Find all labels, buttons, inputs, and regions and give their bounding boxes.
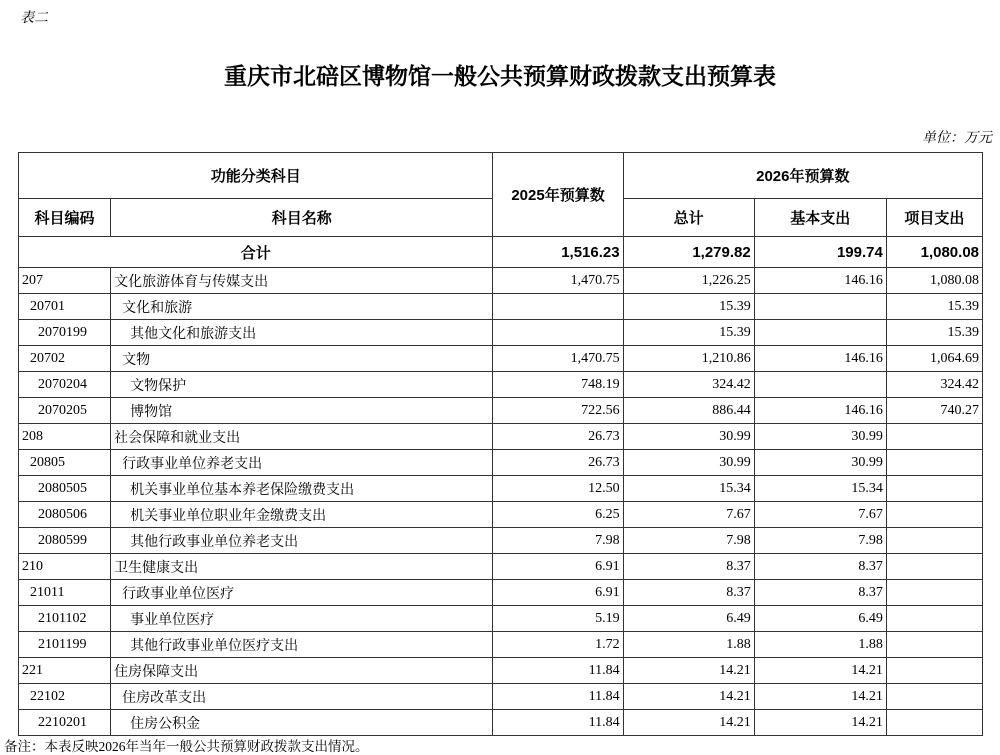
subject-name-cell: 行政事业单位养老支出 xyxy=(111,450,493,476)
table-row xyxy=(19,398,983,424)
budget-2025-cell: 6.91 xyxy=(493,554,623,580)
summary-total-2026: 1,279.82 xyxy=(623,237,754,268)
basic-2026-cell: 14.21 xyxy=(754,658,886,684)
table-row xyxy=(19,320,983,346)
project-2026-cell xyxy=(886,424,982,450)
table-row xyxy=(19,268,983,294)
project-2026-cell xyxy=(886,554,982,580)
budget-2025-cell: 1.72 xyxy=(493,632,623,658)
total-2026-cell: 324.42 xyxy=(623,372,754,398)
header-basic-expense: 基本支出 xyxy=(754,199,886,237)
total-2026-cell: 14.21 xyxy=(623,684,754,710)
budget-2025-cell: 26.73 xyxy=(493,450,623,476)
header-budget-2025: 2025年预算数 xyxy=(493,153,623,237)
table-body xyxy=(19,237,983,736)
basic-2026-cell: 30.99 xyxy=(754,424,886,450)
subject-name-cell: 住房公积金 xyxy=(111,710,493,736)
header-budget-2026-group: 2026年预算数 xyxy=(623,153,982,199)
total-2026-cell: 14.21 xyxy=(623,658,754,684)
project-2026-cell xyxy=(886,606,982,632)
subject-code-cell: 2101102 xyxy=(19,606,111,632)
project-2026-cell: 324.42 xyxy=(886,372,982,398)
basic-2026-cell: 146.16 xyxy=(754,268,886,294)
project-2026-cell: 15.39 xyxy=(886,320,982,346)
subject-code-cell: 2070204 xyxy=(19,372,111,398)
budget-2025-cell: 11.84 xyxy=(493,658,623,684)
total-2026-cell: 15.39 xyxy=(623,320,754,346)
basic-2026-cell: 1.88 xyxy=(754,632,886,658)
page-title: 重庆市北碚区博物馆一般公共预算财政拨款支出预算表 xyxy=(224,63,776,89)
subject-name-cell: 社会保障和就业支出 xyxy=(111,424,493,450)
budget-2025-cell xyxy=(493,294,623,320)
table-header xyxy=(19,153,983,237)
subject-code-cell: 21011 xyxy=(19,580,111,606)
table-row xyxy=(19,554,983,580)
subject-code-cell: 2080506 xyxy=(19,502,111,528)
project-2026-cell: 15.39 xyxy=(886,294,982,320)
subject-name-cell: 其他行政事业单位医疗支出 xyxy=(111,632,493,658)
header-subject-name: 科目名称 xyxy=(111,199,493,237)
subject-code-cell: 2101199 xyxy=(19,632,111,658)
table-row xyxy=(19,580,983,606)
basic-2026-cell: 8.37 xyxy=(754,580,886,606)
sheet-number-label: 表二 xyxy=(20,11,48,26)
subject-code-cell: 20805 xyxy=(19,450,111,476)
basic-2026-cell: 15.34 xyxy=(754,476,886,502)
subject-name-cell: 住房保障支出 xyxy=(111,658,493,684)
basic-2026-cell: 14.21 xyxy=(754,684,886,710)
subject-code-cell: 2080599 xyxy=(19,528,111,554)
table-row xyxy=(19,346,983,372)
subject-name-cell: 行政事业单位医疗 xyxy=(111,580,493,606)
subject-name-cell: 其他文化和旅游支出 xyxy=(111,320,493,346)
subject-name-cell: 文化和旅游 xyxy=(111,294,493,320)
table-row xyxy=(19,424,983,450)
project-2026-cell: 1,080.08 xyxy=(886,268,982,294)
project-2026-cell xyxy=(886,528,982,554)
total-2026-cell: 15.34 xyxy=(623,476,754,502)
project-2026-cell xyxy=(886,632,982,658)
budget-table xyxy=(18,152,983,736)
footnote: 备注：本表反映2026年当年一般公共预算财政拨款支出情况。 xyxy=(4,739,369,754)
subject-code-cell: 2080505 xyxy=(19,476,111,502)
budget-2025-cell: 26.73 xyxy=(493,424,623,450)
subject-name-cell: 文物保护 xyxy=(111,372,493,398)
header-subject-code: 科目编码 xyxy=(19,199,111,237)
basic-2026-cell: 146.16 xyxy=(754,346,886,372)
unit-label: 单位：万元 xyxy=(922,131,992,146)
table-row xyxy=(19,294,983,320)
total-2026-cell: 1,226.25 xyxy=(623,268,754,294)
subject-name-cell: 文物 xyxy=(111,346,493,372)
project-2026-cell xyxy=(886,684,982,710)
table-row xyxy=(19,450,983,476)
budget-2025-cell: 1,470.75 xyxy=(493,268,623,294)
project-2026-cell xyxy=(886,658,982,684)
subject-code-cell: 2070205 xyxy=(19,398,111,424)
budget-2025-cell: 722.56 xyxy=(493,398,623,424)
budget-2025-cell: 7.98 xyxy=(493,528,623,554)
total-2026-cell: 15.39 xyxy=(623,294,754,320)
total-2026-cell: 8.37 xyxy=(623,554,754,580)
total-2026-cell: 7.67 xyxy=(623,502,754,528)
subject-name-cell: 其他行政事业单位养老支出 xyxy=(111,528,493,554)
budget-2025-cell: 1,470.75 xyxy=(493,346,623,372)
table-row xyxy=(19,684,983,710)
total-2026-cell: 8.37 xyxy=(623,580,754,606)
project-2026-cell: 1,064.69 xyxy=(886,346,982,372)
total-2026-cell: 6.49 xyxy=(623,606,754,632)
budget-2025-cell: 11.84 xyxy=(493,684,623,710)
basic-2026-cell: 8.37 xyxy=(754,554,886,580)
subject-name-cell: 博物馆 xyxy=(111,398,493,424)
budget-2025-cell xyxy=(493,320,623,346)
basic-2026-cell: 146.16 xyxy=(754,398,886,424)
project-2026-cell xyxy=(886,476,982,502)
total-2026-cell: 886.44 xyxy=(623,398,754,424)
project-2026-cell xyxy=(886,450,982,476)
subject-code-cell: 221 xyxy=(19,658,111,684)
table-row xyxy=(19,502,983,528)
basic-2026-cell: 7.98 xyxy=(754,528,886,554)
table-row xyxy=(19,710,983,736)
subject-name-cell: 事业单位医疗 xyxy=(111,606,493,632)
subject-code-cell: 207 xyxy=(19,268,111,294)
basic-2026-cell xyxy=(754,320,886,346)
summary-project-2026: 1,080.08 xyxy=(886,237,982,268)
subject-name-cell: 机关事业单位基本养老保险缴费支出 xyxy=(111,476,493,502)
summary-basic-2026: 199.74 xyxy=(754,237,886,268)
subject-code-cell: 22102 xyxy=(19,684,111,710)
budget-2025-cell: 5.19 xyxy=(493,606,623,632)
project-2026-cell xyxy=(886,502,982,528)
subject-code-cell: 208 xyxy=(19,424,111,450)
subject-name-cell: 机关事业单位职业年金缴费支出 xyxy=(111,502,493,528)
budget-2025-cell: 12.50 xyxy=(493,476,623,502)
total-2026-cell: 7.98 xyxy=(623,528,754,554)
total-2026-cell: 14.21 xyxy=(623,710,754,736)
summary-label: 合计 xyxy=(19,237,493,268)
basic-2026-cell xyxy=(754,372,886,398)
subject-code-cell: 20702 xyxy=(19,346,111,372)
project-2026-cell xyxy=(886,580,982,606)
table-row xyxy=(19,606,983,632)
subject-name-cell: 卫生健康支出 xyxy=(111,554,493,580)
budget-2025-cell: 6.91 xyxy=(493,580,623,606)
project-2026-cell xyxy=(886,710,982,736)
basic-2026-cell: 7.67 xyxy=(754,502,886,528)
table-row xyxy=(19,528,983,554)
summary-budget-2025: 1,516.23 xyxy=(493,237,623,268)
table-row xyxy=(19,476,983,502)
summary-row xyxy=(19,237,983,268)
table-row xyxy=(19,658,983,684)
header-function-category: 功能分类科目 xyxy=(19,153,493,199)
subject-code-cell: 20701 xyxy=(19,294,111,320)
table-row xyxy=(19,632,983,658)
subject-name-cell: 文化旅游体育与传媒支出 xyxy=(111,268,493,294)
subject-name-cell: 住房改革支出 xyxy=(111,684,493,710)
table-row xyxy=(19,372,983,398)
subject-code-cell: 2070199 xyxy=(19,320,111,346)
project-2026-cell: 740.27 xyxy=(886,398,982,424)
budget-2025-cell: 748.19 xyxy=(493,372,623,398)
basic-2026-cell: 6.49 xyxy=(754,606,886,632)
total-2026-cell: 1,210.86 xyxy=(623,346,754,372)
total-2026-cell: 1.88 xyxy=(623,632,754,658)
subject-code-cell: 2210201 xyxy=(19,710,111,736)
budget-2025-cell: 6.25 xyxy=(493,502,623,528)
basic-2026-cell xyxy=(754,294,886,320)
subject-code-cell: 210 xyxy=(19,554,111,580)
basic-2026-cell: 30.99 xyxy=(754,450,886,476)
basic-2026-cell: 14.21 xyxy=(754,710,886,736)
total-2026-cell: 30.99 xyxy=(623,450,754,476)
budget-2025-cell: 11.84 xyxy=(493,710,623,736)
header-project-expense: 项目支出 xyxy=(886,199,982,237)
total-2026-cell: 30.99 xyxy=(623,424,754,450)
header-total-2026: 总计 xyxy=(623,199,754,237)
